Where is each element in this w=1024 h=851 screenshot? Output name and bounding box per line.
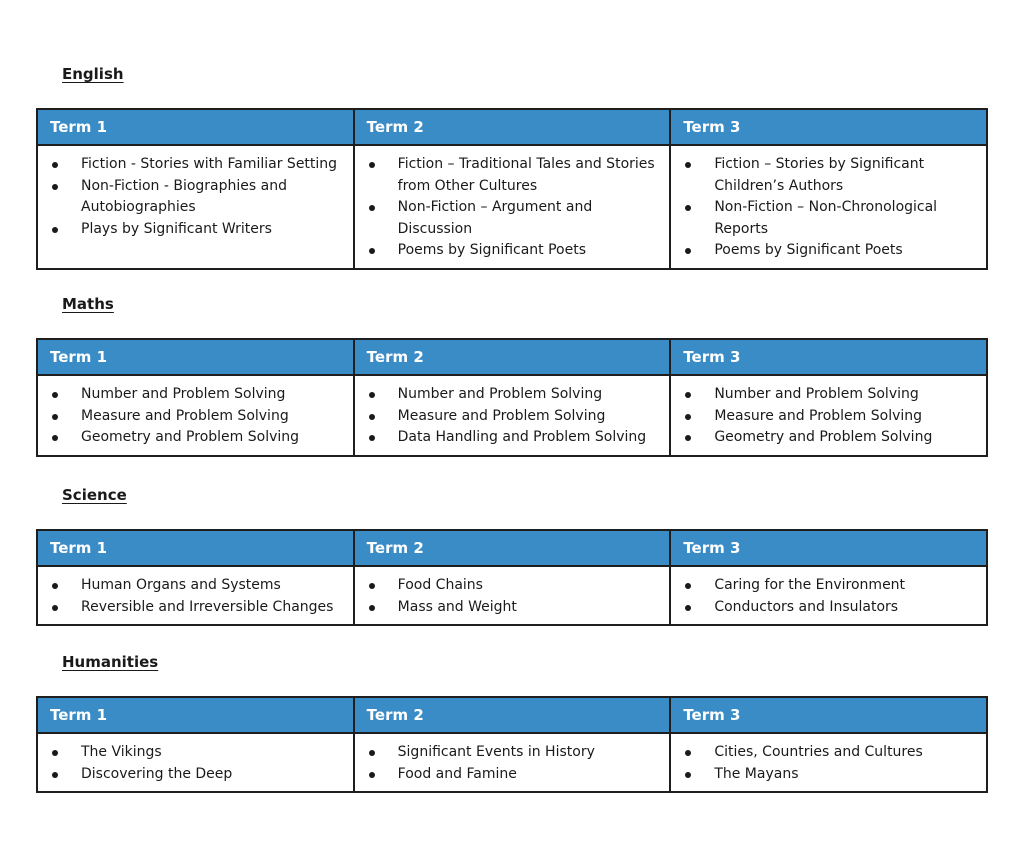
table-header-row <box>37 109 987 145</box>
list-item: Measure and Problem Solving <box>681 406 978 428</box>
term-header: Term 1 <box>37 109 354 145</box>
list-item: Human Organs and Systems <box>48 575 345 597</box>
topic-list <box>48 154 345 240</box>
table-row <box>37 145 987 269</box>
list-item: Reversible and Irreversible Changes <box>48 597 345 619</box>
topic-list <box>681 575 978 618</box>
list-item: Discovering the Deep <box>48 764 345 786</box>
term-cell <box>354 375 671 456</box>
list-item: Plays by Significant Writers <box>48 219 345 241</box>
table-row <box>37 733 987 792</box>
term-header: Term 1 <box>37 339 354 375</box>
list-item: Number and Problem Solving <box>681 384 978 406</box>
list-item: Geometry and Problem Solving <box>48 427 345 449</box>
list-item: Non-Fiction – Non-Chronological Reports <box>681 197 978 240</box>
term-header: Term 3 <box>670 339 987 375</box>
term-header: Term 3 <box>670 530 987 566</box>
list-item: Number and Problem Solving <box>365 384 662 406</box>
term-cell <box>670 375 987 456</box>
section-title: Science <box>62 486 127 504</box>
list-item: The Vikings <box>48 742 345 764</box>
list-item: Data Handling and Problem Solving <box>365 427 662 449</box>
list-item: Caring for the Environment <box>681 575 978 597</box>
term-cell <box>37 566 354 625</box>
table-header-row <box>37 530 987 566</box>
section-title: Maths <box>62 295 114 313</box>
list-item: Food Chains <box>365 575 662 597</box>
list-item: Mass and Weight <box>365 597 662 619</box>
topic-list <box>48 575 345 618</box>
humanities-term-table <box>36 696 988 793</box>
list-item: Cities, Countries and Cultures <box>681 742 978 764</box>
table-header-row <box>37 697 987 733</box>
list-item: Number and Problem Solving <box>48 384 345 406</box>
term-header: Term 2 <box>354 339 671 375</box>
topic-list <box>365 575 662 618</box>
topic-list <box>681 742 978 785</box>
term-cell <box>37 733 354 792</box>
list-item: Measure and Problem Solving <box>48 406 345 428</box>
term-cell <box>37 375 354 456</box>
topic-list <box>48 384 345 449</box>
term-cell <box>354 566 671 625</box>
list-item: Non-Fiction - Biographies and Autobiographies <box>48 176 345 219</box>
list-item: Food and Famine <box>365 764 662 786</box>
maths-term-table <box>36 338 988 457</box>
list-item: The Mayans <box>681 764 978 786</box>
list-item: Poems by Significant Poets <box>365 240 662 262</box>
term-cell <box>37 145 354 269</box>
term-header: Term 2 <box>354 697 671 733</box>
term-header: Term 2 <box>354 109 671 145</box>
term-cell <box>670 566 987 625</box>
topic-list <box>681 154 978 262</box>
term-header: Term 3 <box>670 109 987 145</box>
term-cell <box>670 145 987 269</box>
list-item: Geometry and Problem Solving <box>681 427 978 449</box>
section-title: Humanities <box>62 653 159 671</box>
term-header: Term 2 <box>354 530 671 566</box>
term-header: Term 3 <box>670 697 987 733</box>
topic-list <box>48 742 345 785</box>
table-row <box>37 375 987 456</box>
english-term-table <box>36 108 988 270</box>
list-item: Non-Fiction – Argument and Discussion <box>365 197 662 240</box>
topic-list <box>365 384 662 449</box>
list-item: Significant Events in History <box>365 742 662 764</box>
term-cell <box>354 145 671 269</box>
topic-list <box>365 154 662 262</box>
list-item: Fiction - Stories with Familiar Setting <box>48 154 345 176</box>
list-item: Measure and Problem Solving <box>365 406 662 428</box>
list-item: Fiction – Traditional Tales and Stories from Other Cultures <box>365 154 662 197</box>
term-cell <box>354 733 671 792</box>
table-row <box>37 566 987 625</box>
table-header-row <box>37 339 987 375</box>
science-term-table <box>36 529 988 626</box>
topic-list <box>365 742 662 785</box>
term-header: Term 1 <box>37 697 354 733</box>
list-item: Conductors and Insulators <box>681 597 978 619</box>
section-title: English <box>62 65 124 83</box>
list-item: Poems by Significant Poets <box>681 240 978 262</box>
topic-list <box>681 384 978 449</box>
term-cell <box>670 733 987 792</box>
term-header: Term 1 <box>37 530 354 566</box>
list-item: Fiction – Stories by Significant Children’s Authors <box>681 154 978 197</box>
